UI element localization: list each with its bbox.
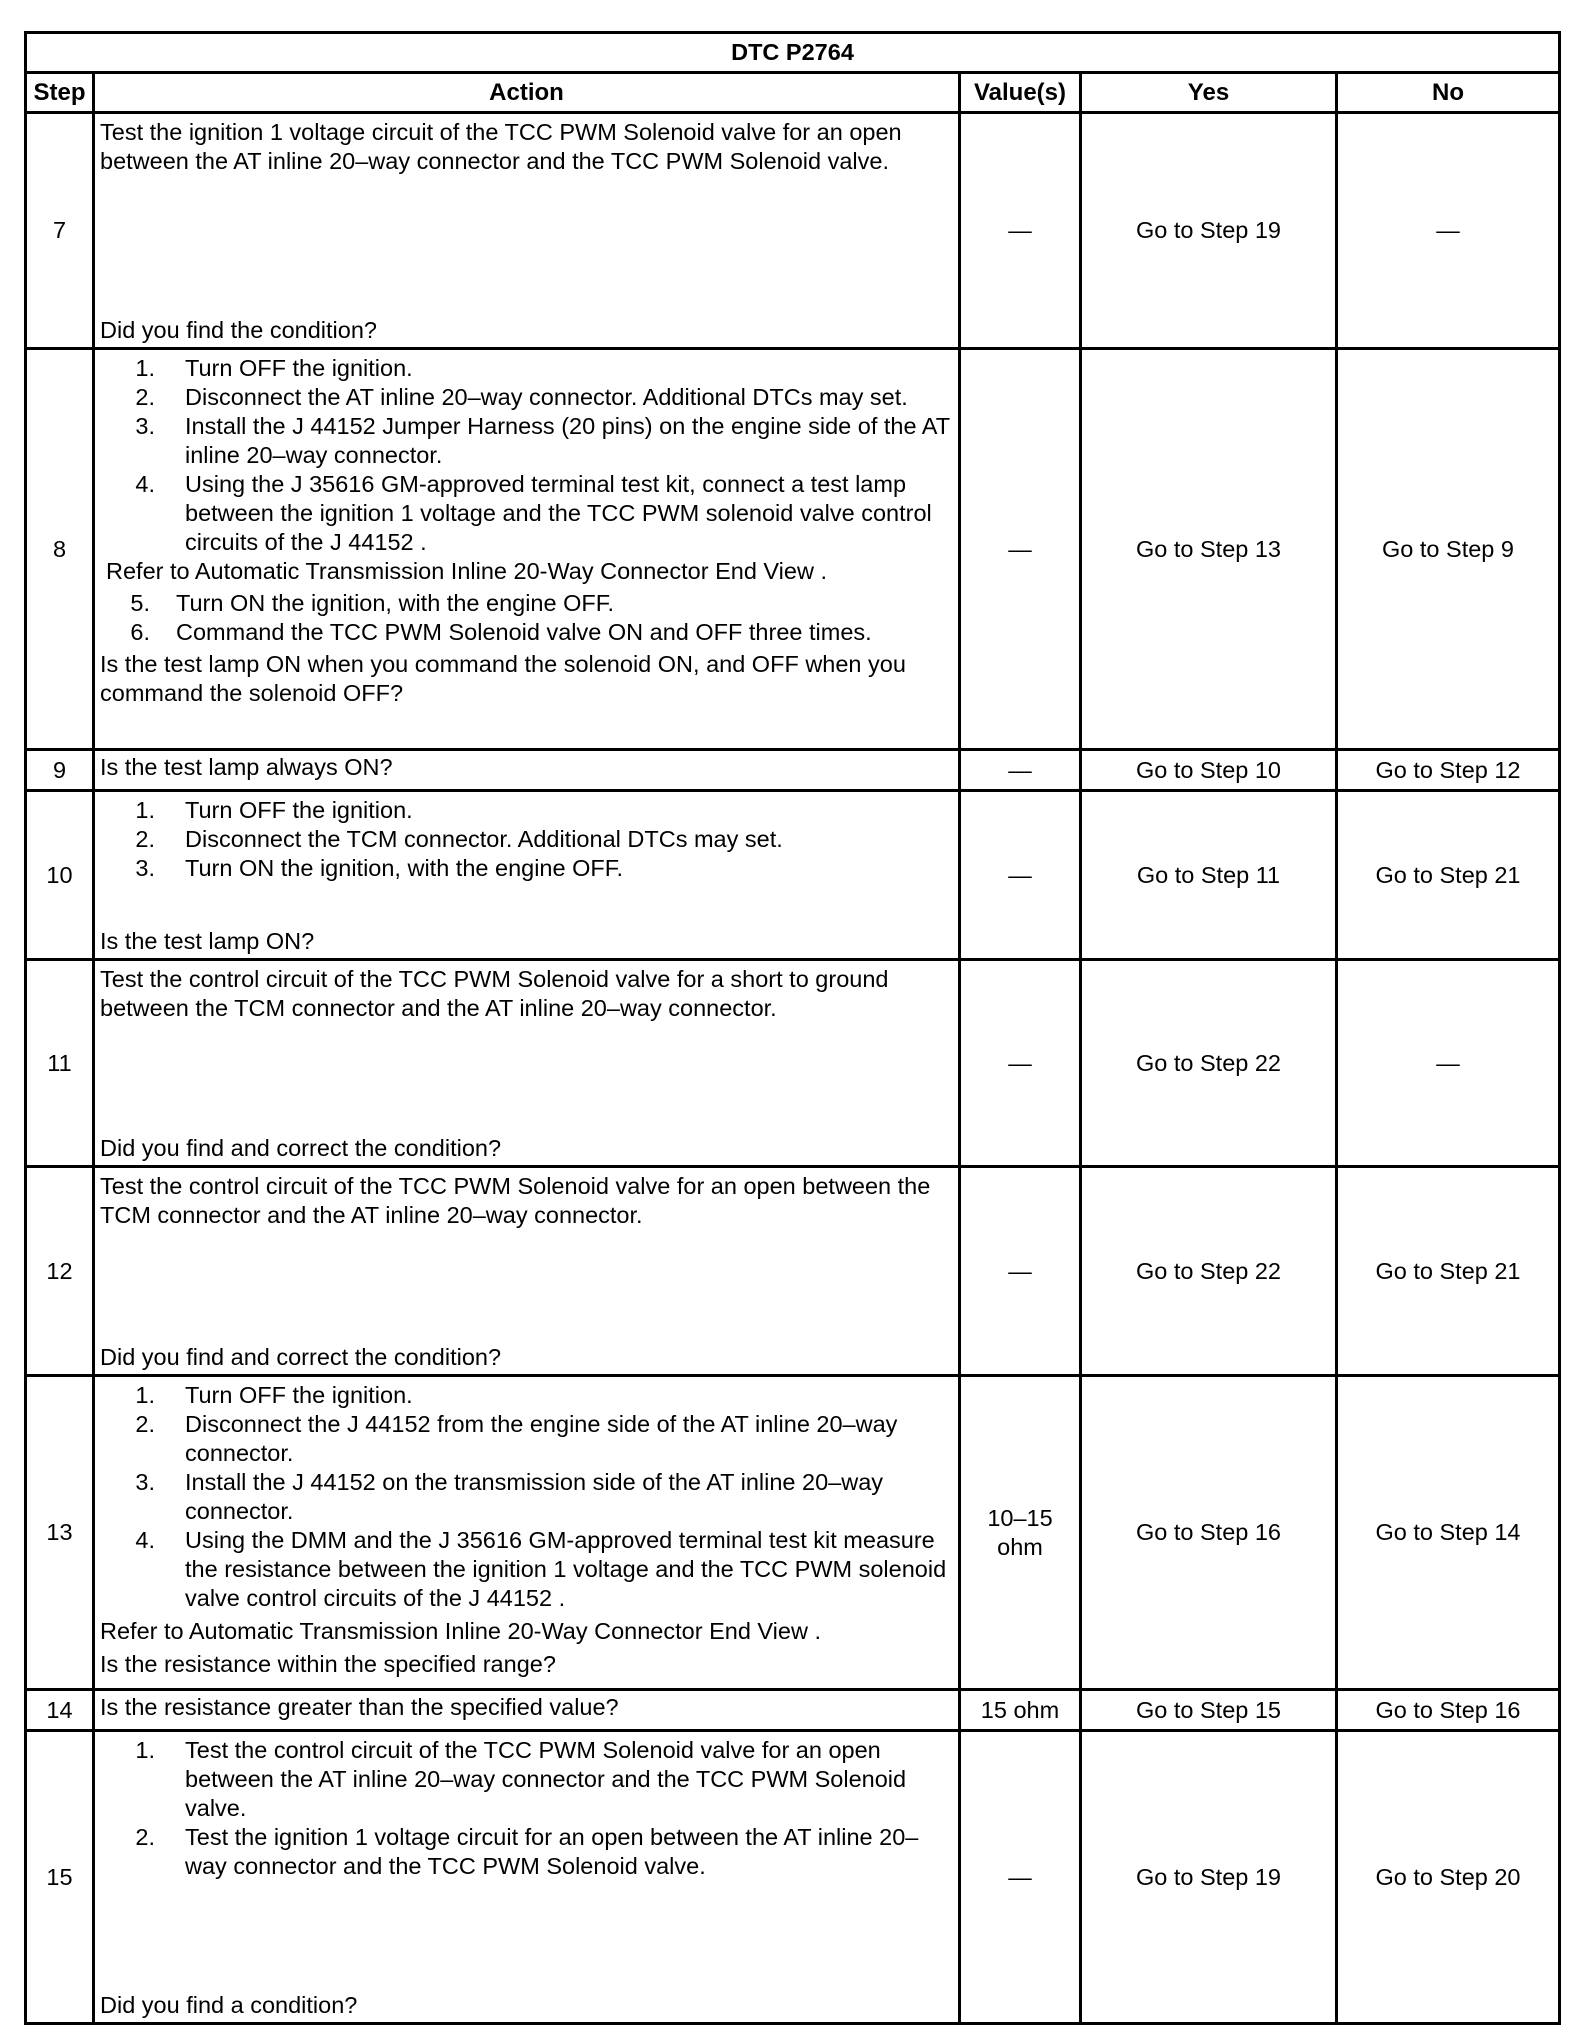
list-item: 1. Turn OFF the ignition. [135,355,413,381]
action-question: Is the resistance greater than the specified value? [100,1694,619,1720]
table-row [26,1167,1560,1376]
list-item: 2. Disconnect the TCM connector. Additional DTCs may set. [135,826,783,852]
yes-cell: Go to Step 19 [1081,113,1337,349]
list-item: 3. Install the J 44152 Jumper Harness (20 pins) on the engine side of the AT inline 20–way connector. [135,413,950,468]
dtc-procedure-table [24,31,1561,2025]
action-cell [94,1167,960,1376]
action-cell [94,750,960,791]
list-item: 1. Turn OFF the ignition. [135,1382,413,1408]
action-cell [94,960,960,1167]
step-number: 12 [26,1167,94,1376]
value-cell: — [960,1167,1081,1376]
action-text: Test the control circuit of the TCC PWM Solenoid valve for an open between the TCM connector and the AT inline 20–way connector. [100,1173,931,1228]
value-cell: — [960,113,1081,349]
action-question: Did you find the condition? [100,317,377,343]
list-item: 5. Turn ON the ignition, with the engine OFF. [130,590,615,616]
action-question: Is the test lamp ON? [100,928,315,954]
value-cell: — [960,791,1081,960]
list-item: 2. Disconnect the J 44152 from the engine side of the AT inline 20–way connector. [135,1411,898,1466]
table-row [26,113,1560,349]
no-cell: Go to Step 21 [1337,1167,1560,1376]
table-row [26,960,1560,1167]
step-number: 8 [26,349,94,750]
value-cell [960,1376,1081,1690]
table-row [26,1731,1560,2024]
header-action: Action [94,73,960,113]
step-number: 13 [26,1376,94,1690]
no-cell: — [1337,113,1560,349]
value-line: 10–15 [987,1504,1053,1531]
list-item: 2. Test the ignition 1 voltage circuit for an open between the AT inline 20–way connector and the TCC PWM Solenoid valve. [135,1824,919,1879]
yes-cell: Go to Step 15 [1081,1690,1337,1731]
header-no: No [1337,73,1560,113]
action-cell [94,791,960,960]
action-cell [94,1731,960,2024]
list-item: 3. Install the J 44152 on the transmission side of the AT inline 20–way connector. [135,1469,884,1524]
step-number: 7 [26,113,94,349]
table-row [26,1690,1560,1731]
yes-cell: Go to Step 22 [1081,960,1337,1167]
list-item: 6. Command the TCC PWM Solenoid valve ON and OFF three times. [130,619,872,645]
table-row [26,1376,1560,1690]
yes-cell: Go to Step 22 [1081,1167,1337,1376]
action-cell [94,113,960,349]
no-cell: Go to Step 21 [1337,791,1560,960]
action-text: Test the ignition 1 voltage circuit of the TCC PWM Solenoid valve for an open between the AT inline 20–way connector and the TCC PWM Solenoid valve. [100,119,902,174]
action-question: Is the resistance within the specified range? [100,1651,556,1677]
action-question: Did you find and correct the condition? [100,1135,502,1161]
step-number: 10 [26,791,94,960]
table-row [26,750,1560,791]
yes-cell: Go to Step 19 [1081,1731,1337,2024]
value-cell: — [960,349,1081,750]
step-number: 11 [26,960,94,1167]
action-cell [94,1690,960,1731]
step-number: 14 [26,1690,94,1731]
step-number: 9 [26,750,94,791]
no-cell: Go to Step 9 [1337,349,1560,750]
action-cell [94,349,960,750]
action-cell [94,1376,960,1690]
list-item: 4. Using the J 35616 GM-approved terminal test kit, connect a test lamp between the ignition 1 voltage and the TCC PWM solenoid valve control circuits of the J 44152 . [135,471,932,555]
no-cell: — [1337,960,1560,1167]
table-title: DTC P2764 [26,33,1560,73]
value-unit: ohm [997,1533,1043,1560]
action-question: Is the test lamp always ON? [100,754,393,780]
step-number: 15 [26,1731,94,2024]
value-cell: — [960,750,1081,791]
reference-text: Refer to Automatic Transmission Inline 20-Way Connector End View . [100,1618,821,1644]
action-question: Is the test lamp ON when you command the solenoid ON, and OFF when you command the solenoid OFF? [100,651,906,706]
header-values: Value(s) [960,73,1081,113]
no-cell: Go to Step 16 [1337,1690,1560,1731]
action-question: Did you find a condition? [100,1992,358,2018]
list-item: 3. Turn ON the ignition, with the engine OFF. [135,855,624,881]
no-cell: Go to Step 20 [1337,1731,1560,2024]
value-cell: — [960,1731,1081,2024]
yes-cell: Go to Step 13 [1081,349,1337,750]
list-item: 1. Test the control circuit of the TCC PWM Solenoid valve for an open between the AT inline 20–way connector and the TCC PWM Solenoid valve. [135,1737,907,1821]
header-step: Step [26,73,94,113]
header-yes: Yes [1081,73,1337,113]
value-cell: 15 ohm [960,1690,1081,1731]
yes-cell: Go to Step 10 [1081,750,1337,791]
yes-cell: Go to Step 16 [1081,1376,1337,1690]
table-row [26,349,1560,750]
reference-text: Refer to Automatic Transmission Inline 20-Way Connector End View . [106,558,827,584]
list-item: 2. Disconnect the AT inline 20–way connector. Additional DTCs may set. [135,384,908,410]
no-cell: Go to Step 14 [1337,1376,1560,1690]
value-cell: — [960,960,1081,1167]
action-question: Did you find and correct the condition? [100,1344,502,1370]
no-cell: Go to Step 12 [1337,750,1560,791]
list-item: 1. Turn OFF the ignition. [135,797,413,823]
action-text: Test the control circuit of the TCC PWM Solenoid valve for a short to ground between the TCM connector and the AT inline 20–way connector. [100,966,889,1021]
yes-cell: Go to Step 11 [1081,791,1337,960]
list-item: 4. Using the DMM and the J 35616 GM-approved terminal test kit measure the resistance between the ignition 1 voltage and the TCC PWM solenoid valve control circuits of the J 44152 . [135,1527,947,1611]
table-row [26,791,1560,960]
